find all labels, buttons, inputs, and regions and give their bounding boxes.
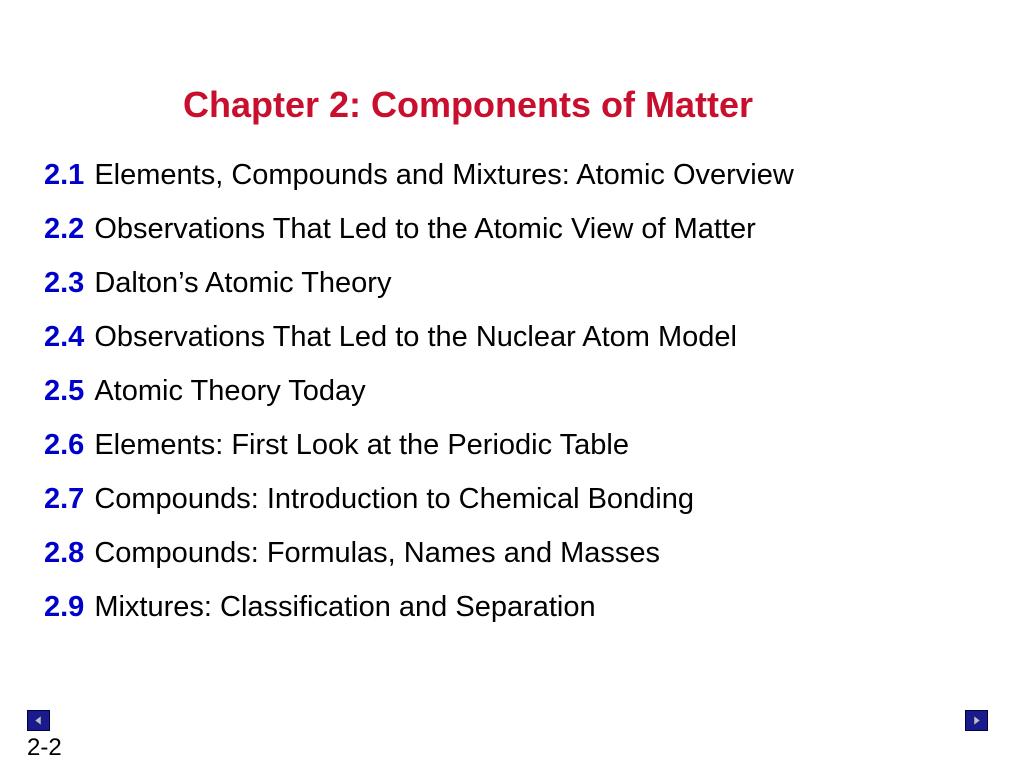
- section-item: [44, 422, 794, 476]
- section-title: Observations That Led to the Nuclear Atom Model: [94, 321, 737, 353]
- section-item: [44, 368, 794, 422]
- section-item: [44, 260, 794, 314]
- section-number: 2.2: [44, 213, 85, 245]
- section-title: Elements: First Look at the Periodic Table: [94, 429, 629, 461]
- section-number: 2.6: [44, 429, 85, 461]
- section-item: [44, 584, 794, 638]
- triangle-right-icon: [966, 711, 987, 730]
- section-item: [44, 152, 794, 206]
- section-title: Dalton’s Atomic Theory: [94, 267, 392, 299]
- section-number: 2.9: [44, 591, 85, 623]
- next-slide-button[interactable]: [965, 710, 988, 731]
- section-item: [44, 314, 794, 368]
- page-number: 2-2: [27, 734, 62, 761]
- section-title: Observations That Led to the Atomic View of Matter: [94, 213, 756, 245]
- section-number: 2.1: [44, 159, 85, 191]
- section-item: [44, 476, 794, 530]
- section-list: [44, 152, 794, 638]
- section-number: 2.5: [44, 375, 85, 407]
- section-number: 2.3: [44, 267, 85, 299]
- section-number: 2.4: [44, 321, 85, 353]
- section-item: [44, 206, 794, 260]
- section-title: Compounds: Introduction to Chemical Bonding: [94, 483, 695, 515]
- triangle-left-icon: [28, 711, 49, 730]
- section-title: Compounds: Formulas, Names and Masses: [94, 537, 661, 569]
- section-title: Elements, Compounds and Mixtures: Atomic Overview: [94, 159, 794, 191]
- section-title: Atomic Theory Today: [94, 375, 366, 407]
- section-number: 2.7: [44, 483, 85, 515]
- section-item: [44, 530, 794, 584]
- previous-slide-button[interactable]: [27, 710, 50, 731]
- section-title: Mixtures: Classification and Separation: [94, 591, 596, 623]
- slide-title: Chapter 2: Components of Matter: [182, 84, 754, 125]
- section-number: 2.8: [44, 537, 85, 569]
